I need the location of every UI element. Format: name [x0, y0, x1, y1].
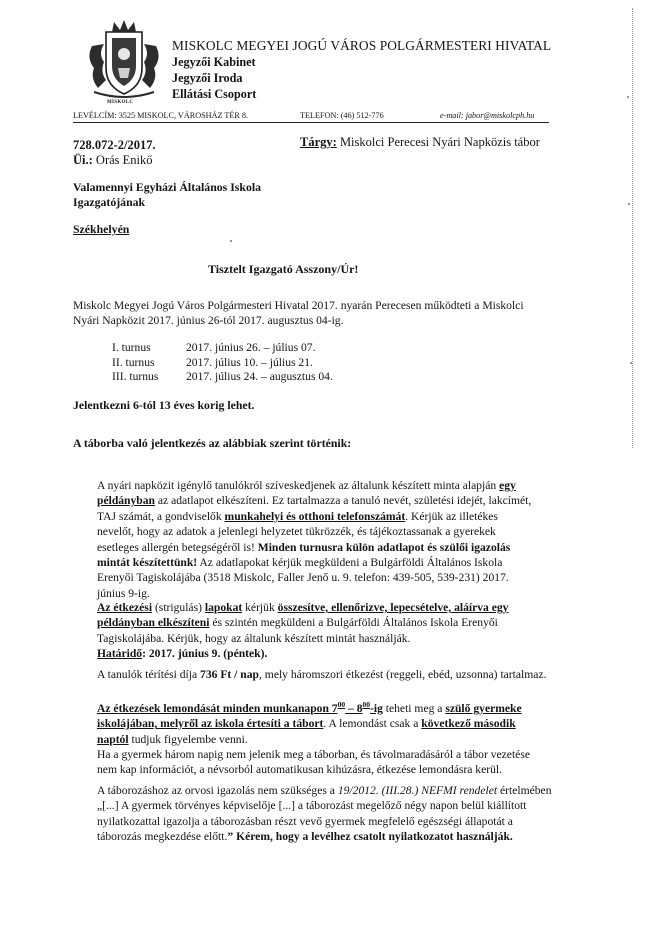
p4-emph: naptól [97, 732, 129, 746]
p4-emph: – 8 [345, 701, 363, 715]
turn-name: I. turnus [112, 341, 151, 354]
p4-text: tudjuk figyelembe venni. [128, 732, 248, 746]
p3-text: A tanulók térítési díja [97, 668, 201, 681]
p2-text: Tagiskolájába. Kérjük, hogy az általunk készített mintát használják. [97, 631, 411, 645]
application-paragraph [97, 478, 552, 601]
p2-text: kérjük [242, 601, 278, 614]
p2-emph: lapokat [204, 601, 243, 614]
office-sub-cabinet: Jegyzői Kabinet [172, 55, 256, 69]
p5-text: értelmében [497, 784, 552, 797]
age-note: Jelentkezni 6-tól 13 éves korig lehet. [73, 398, 255, 412]
handler-name: Orás Enikő [95, 153, 153, 167]
medical-certificate-paragraph [97, 783, 552, 845]
addressee-seat: Székhelyén [73, 222, 130, 236]
addressee-line-2: Igazgatójának [73, 195, 146, 209]
office-title: MISKOLC MEGYEI JOGÚ VÁROS POLGÁRMESTERI HIVATAL [172, 38, 552, 53]
intro-line-1: Miskolc Megyei Jogú Város Polgármesteri Hivatal 2017. nyarán Perecesen működteti a Miskolci [73, 299, 524, 312]
p1-text: esetleges allergén betegségéről is! [97, 540, 258, 554]
p1-emph: munkahelyi és otthoni telefonszámát [224, 509, 406, 523]
p2-text: és szintén megküldeni a Bulgárföldi Általános Iskola Erenyői [209, 616, 498, 630]
p4-emph: iskolájában, melyről az iskola értesíti a tábort [97, 717, 324, 731]
scan-speck [628, 203, 630, 205]
p4-emph: szülő gyermeke [445, 701, 522, 715]
header-email: e-mail: jabor@miskolcph.hu [440, 111, 535, 120]
p4-text: nem kap információt, a névsorból automatikusan kihúzásra, étkezése lemondásra kerül. [97, 763, 502, 777]
coat-of-arms-logo [84, 16, 164, 106]
p4-emph: következő második [421, 717, 516, 731]
p3-text: , mely háromszori étkezést (reggeli, ebéd, uzsonna) tartalmaz. [259, 668, 547, 681]
turn-dates: 2017. június 26. – július 07. [186, 341, 316, 354]
scan-edge-line [632, 8, 633, 448]
decree-reference: 19/2012. (III.28.) NEFMI rendelet [337, 784, 498, 797]
p5-text: „[...] A gyermek törvényes képviselője [...] a táborozást megelőző négy napon belül kiállított [97, 799, 527, 813]
subject-label: Tárgy: [300, 135, 337, 149]
intro-line-2: Nyári Napközit 2017. június 26-tól 2017. augusztus 04-ig. [73, 314, 344, 328]
turn-dates: 2017. július 10. – július 21. [186, 355, 313, 369]
scan-speck [230, 240, 232, 242]
turns-list [112, 341, 333, 385]
p4-text: Ha a gyermek három napig nem jelenik meg a táborban, és távolmaradásáról a tábor vezetése [97, 748, 530, 762]
salutation: Tisztelt Igazgató Asszony/Úr! [208, 262, 359, 276]
p2-emph: Az étkezési [97, 601, 153, 614]
handler-label: Üi.: [73, 153, 93, 167]
turn-row [112, 370, 333, 385]
p1-text: A nyári napközit igénylő tanulókról szíveskedjenek az általunk készített minta alapján [97, 479, 500, 492]
scan-speck [630, 362, 632, 364]
p4-emph: -ig [369, 701, 383, 715]
header-address: LEVÉLCÍM: 3525 MISKOLC, VÁROSHÁZ TÉR 8. [73, 111, 249, 120]
p1-text: Erenyői Tagiskolájába (3518 Miskolc, Faller Jenő u. 9. telefon: 439-505, 539-231) 2017. [97, 571, 509, 585]
addressee-line-1: Valamennyi Egyházi Általános Iskola [73, 180, 262, 194]
p5-text: A táborozáshoz az orvosi igazolás nem szükséges a [97, 784, 338, 797]
p1-text: nevelőt, hogy az adatok a jelenlegi helyzetet tükrözzék, és tájékoztassanak a gyerekek [97, 525, 496, 539]
p5-text: nyilatkozattal igazolja a táborozásban részt vevő gyermek megfelelő egészségi állapotát a [97, 814, 513, 828]
crest-caption: MISKOLC [107, 100, 134, 105]
turn-row [112, 341, 333, 356]
turn-name: II. turnus [112, 355, 155, 369]
p4-emph: 00 [362, 700, 370, 709]
p1-emph: mintát készítettünk! [97, 556, 198, 570]
subject-line [300, 135, 540, 150]
reference-number: 728.072-2/2017. [73, 138, 156, 152]
meal-sheets-paragraph [97, 600, 552, 662]
office-sub-group: Ellátási Csoport [172, 87, 257, 101]
p5-emph: ” Kérem, hogy a levélhez csatolt nyilatkozatot használják. [227, 830, 513, 844]
p1-text: az adatlapot elkészíteni. Ez tartalmazza a tanuló nevét, születési idejét, lakcímét, [155, 494, 532, 508]
intro-paragraph [73, 298, 563, 329]
p1-emph: példányban [97, 494, 155, 508]
p1-text: . Kérjük az illetékes [405, 509, 498, 523]
fee-paragraph [97, 667, 546, 682]
p1-text: TAJ számát, a gondviselők [97, 509, 225, 523]
turn-dates: 2017. július 24. – augusztus 04. [186, 370, 333, 384]
p4-text: teheti meg a [382, 701, 446, 715]
subject-text: Miskolci Perecesi Nyári Napközis tábor [339, 135, 540, 149]
fee-amount: 736 Ft / nap [200, 668, 259, 681]
turn-row [112, 356, 333, 371]
p2-text: (strigulás) [152, 601, 205, 614]
p1-text: június 9-ig. [97, 586, 150, 600]
p4-emph: 00 [337, 700, 346, 709]
deadline-date: : 2017. június 9. (péntek). [142, 647, 268, 661]
p5-text: táborozás megkezdése előtt. [97, 830, 228, 844]
header-divider [73, 122, 549, 123]
turn-name: III. turnus [112, 370, 159, 384]
p4-emph: Az étkezések lemondását minden munkanapon 7 [97, 701, 338, 715]
handler-line [73, 153, 153, 168]
p2-emph: összesítve, ellenőrizve, lepecsételve, aláírva egy [277, 601, 509, 614]
cancellation-paragraph [97, 697, 552, 778]
p1-emph: Minden turnusra külön adatlapot és szülői igazolás [257, 540, 511, 554]
scan-speck [627, 96, 629, 98]
p1-emph: egy [499, 479, 516, 492]
p4-text: . A lemondást csak a [323, 717, 422, 731]
section-title: A táborba való jelentkezés az alábbiak szerint történik: [73, 436, 352, 450]
p2-emph: példányban elkészíteni [97, 616, 210, 630]
p1-text: Az adatlapokat kérjük megküldeni a Bulgárföldi Általános Iskola [197, 556, 503, 570]
header-phone: TELEFON: (46) 512-776 [300, 111, 384, 120]
office-sub-office: Jegyzői Iroda [172, 71, 243, 85]
deadline-label: Határidő [97, 647, 143, 661]
